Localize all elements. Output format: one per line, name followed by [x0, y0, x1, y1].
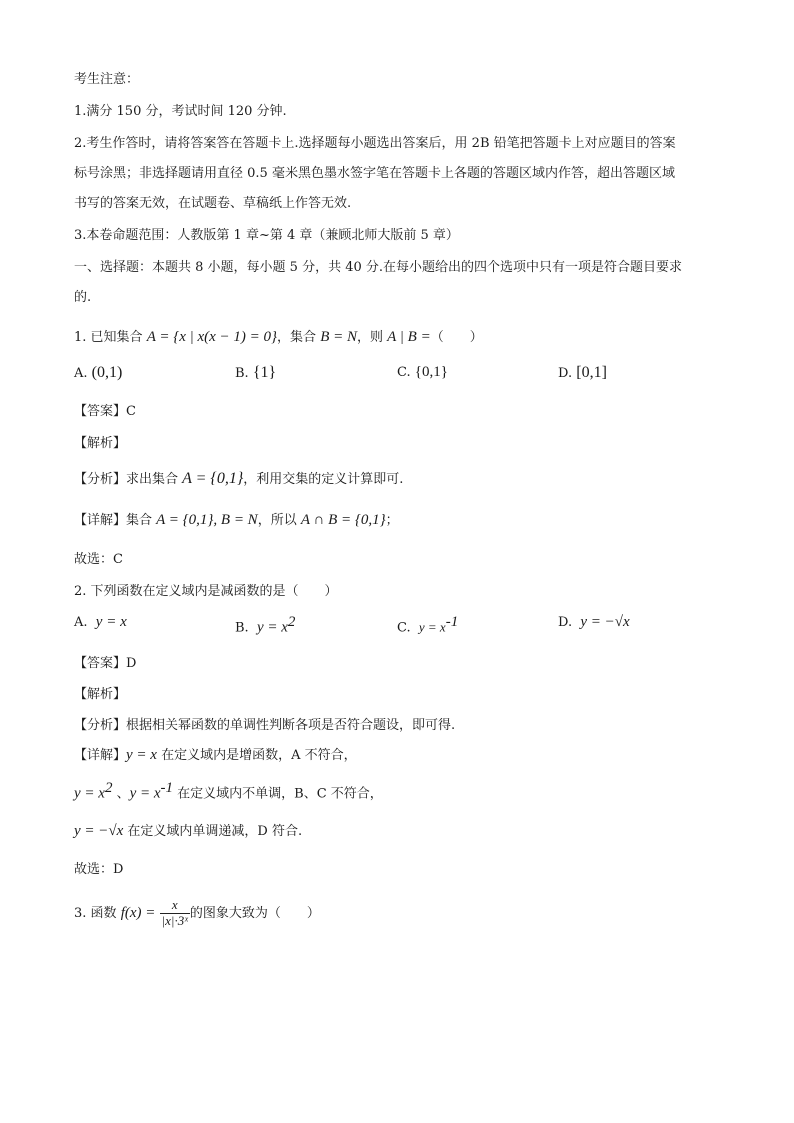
- notice-item-3: 3.本卷命题范围：人教版第 1 章~第 4 章（兼顾北师大版前 5 章）: [74, 228, 459, 243]
- q1-option-d: D. [0,1]: [558, 364, 607, 381]
- notice-item-2b: 标号涂黑；非选择题请用直径 0.5 毫米黑色墨水签字笔在答题卡上各题的答题区域内作答，超出答题区域: [74, 166, 675, 181]
- q2-option-c: C. $y = x^{-1}$: [397, 614, 459, 636]
- q1-number: 1.: [74, 330, 91, 345]
- q1-option-b: B. {1}: [235, 364, 277, 381]
- q1-explanation-label: 【解析】: [74, 436, 127, 451]
- section-heading-b: 的.: [74, 290, 92, 305]
- question-3: 3. 函数 f(x) = $\frac{x}{\text{|x|·3ˣ}}$ 的图象大致为（ ）: [74, 897, 320, 928]
- q1-option-c: C. {0,1}: [397, 364, 448, 380]
- q1-analysis: 【分析】求出集合 A = {0,1}，利用交集的定义计算即可.: [74, 470, 404, 487]
- q2-option-d: D. y = −√x: [558, 614, 630, 630]
- notice-item-2a: 2.考生作答时，请将答案答在答题卡上.选择题每小题选出答案后，用 2B 铅笔把答题卡上对应题目的答案: [74, 136, 676, 151]
- q1-answer: 【答案】C: [74, 404, 136, 419]
- section-heading-a: 一、选择题：本题共 8 小题，每小题 5 分，共 40 分.在每小题给出的四个选项中只有一项是符合题目要求: [74, 260, 683, 275]
- q1-conclusion: 故选：C: [74, 552, 123, 567]
- q2-detail-2: $y = x^2$ 、$y = x^{-1}$ 在定义域内不单调，B、C 不符合，: [74, 780, 383, 802]
- q2-option-a: A. y = x: [74, 614, 127, 630]
- q1-expr: A | B =: [387, 329, 431, 345]
- q2-answer: 【答案】D: [74, 656, 137, 671]
- q2-option-b: B. $y = x^2$: [235, 614, 296, 636]
- q3-fraction: $\frac{x}{\text{|x|·3ˣ}}$: [161, 897, 188, 928]
- q1-stem-c: ，则: [357, 330, 384, 345]
- q2-analysis: 【分析】根据相关幂函数的单调性判断各项是否符合题设，即可得.: [74, 718, 456, 733]
- notice-item-2c: 书写的答案无效，在试题卷、草稿纸上作答无效.: [74, 196, 352, 211]
- q1-stem-b: ，集合: [277, 330, 317, 345]
- q2-detail-1: 【详解】y = x 在定义域内是增函数，A 不符合，: [74, 747, 357, 763]
- q2-detail-3: y = −√x 在定义域内单调递减，D 符合.: [74, 823, 303, 839]
- question-1: [74, 326, 483, 346]
- notice-heading: 考生注意：: [74, 72, 140, 87]
- q1-option-a: A. (0,1): [74, 364, 123, 381]
- q1-set-a: A = {x | x(x − 1) = 0}: [146, 329, 278, 345]
- question-2: 2. 下列函数在定义域内是减函数的是（ ）: [74, 584, 338, 599]
- q1-set-b: B = N: [320, 329, 357, 345]
- q1-stem-a: 已知集合: [90, 330, 143, 345]
- q1-detail: 【详解】集合 A = {0,1}, B = N，所以 A ∩ B = {0,1}；: [74, 512, 399, 528]
- notice-item-1: 1.满分 150 分，考试时间 120 分钟.: [74, 104, 287, 119]
- q1-blank: （ ）: [430, 330, 483, 345]
- q2-explanation-label: 【解析】: [74, 687, 127, 702]
- q2-conclusion: 故选：D: [74, 862, 124, 877]
